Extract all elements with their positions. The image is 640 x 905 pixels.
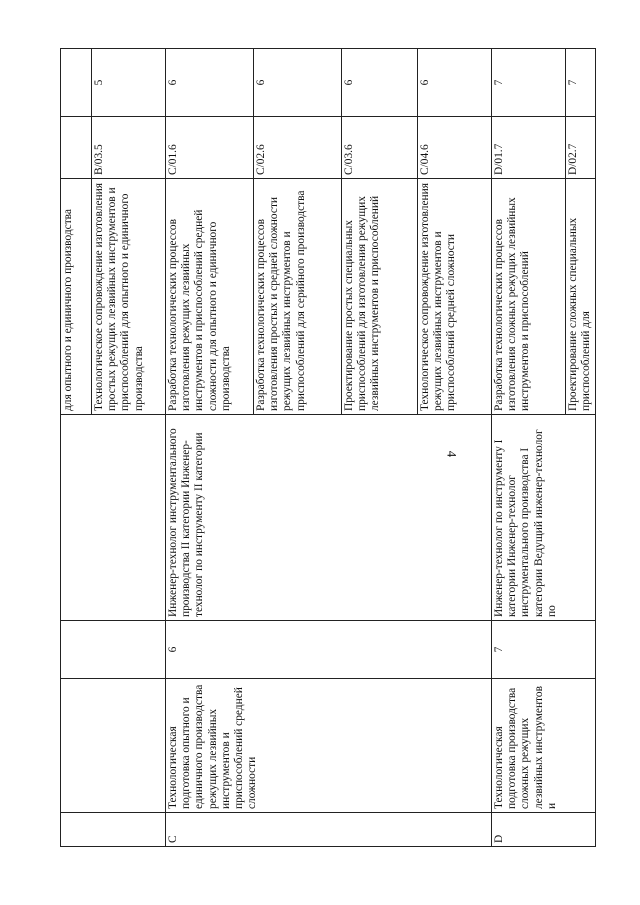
function-code-cell: D/01.7: [492, 117, 566, 179]
function-level-cell: [61, 49, 92, 117]
function-level-cell: 6: [254, 49, 342, 117]
group-code-cell: [61, 813, 166, 847]
positions-cell: [61, 415, 166, 621]
function-name-cell: Разработка технологических процессов изготовления простых и средней сложности режущих лезвийных инструментов и приспособлений для серийного производства: [254, 179, 342, 415]
function-code-cell: C/01.6: [166, 117, 254, 179]
group-code-cell: C: [166, 813, 492, 847]
function-code-cell: D/02.7: [566, 117, 596, 179]
function-level-cell: 6: [342, 49, 418, 117]
table-row: [492, 49, 566, 847]
competency-table: [60, 48, 596, 847]
competency-table-rotated: [60, 49, 626, 847]
positions-cell: Инженер-технолог инструментального производства II категории Инженер-технолог по инструменту II категории: [166, 415, 492, 621]
function-name-cell: Разработка технологических процессов изготовления сложных режущих лезвийных инструментов и приспособлений: [492, 179, 566, 415]
function-level-cell: 5: [92, 49, 166, 117]
function-code-cell: C/04.6: [418, 117, 492, 179]
function-code-cell: C/03.6: [342, 117, 418, 179]
table-row: [61, 49, 92, 847]
group-name-cell: Технологическая подготовка производства сложных режущих лезвийных инструментов и: [492, 679, 596, 813]
function-name-cell: Проектирование простых специальных приспособлений для изготовления режущих лезвийных инструментов и приспособлений: [342, 179, 418, 415]
function-level-cell: 6: [166, 49, 254, 117]
function-name-cell: Разработка технологических процессов изготовления режущих лезвийных инструментов и приспособлений средней сложности для опытного и единичного производства: [166, 179, 254, 415]
group-level-cell: [61, 621, 166, 679]
function-code-cell: [61, 117, 92, 179]
group-level-cell: 7: [492, 621, 596, 679]
function-name-cell: Технологическое сопровождение изготовления простых режущих лезвийных инструментов и приспособлений для опытного и единичного производства: [92, 179, 166, 415]
function-name-cell: Проектирование сложных специальных приспособлений для: [566, 179, 596, 415]
group-code-cell: D: [492, 813, 596, 847]
group-level-cell: 6: [166, 621, 492, 679]
function-level-cell: 6: [418, 49, 492, 117]
function-level-cell: 7: [492, 49, 566, 117]
group-name-cell: [61, 679, 166, 813]
group-name-cell: Технологическая подготовка опытного и единичного производства режущих лезвийных инструментов и приспособлений средней сложности: [166, 679, 492, 813]
positions-cell: Инженер-технолог по инструменту I категории Инженер-технолог инструментального производства I категории Ведущий инженер-технолог по: [492, 415, 596, 621]
function-level-cell: 7: [566, 49, 596, 117]
table-row: [166, 49, 254, 847]
function-code-cell: В/03.5: [92, 117, 166, 179]
function-code-cell: C/02.6: [254, 117, 342, 179]
page-number: 4: [444, 450, 460, 458]
function-name-cell: для опытного и единичного производства: [61, 179, 92, 415]
function-name-cell: Технологическое сопровождение изготовления режущих лезвийных инструментов и приспособлений средней сложности: [418, 179, 492, 415]
